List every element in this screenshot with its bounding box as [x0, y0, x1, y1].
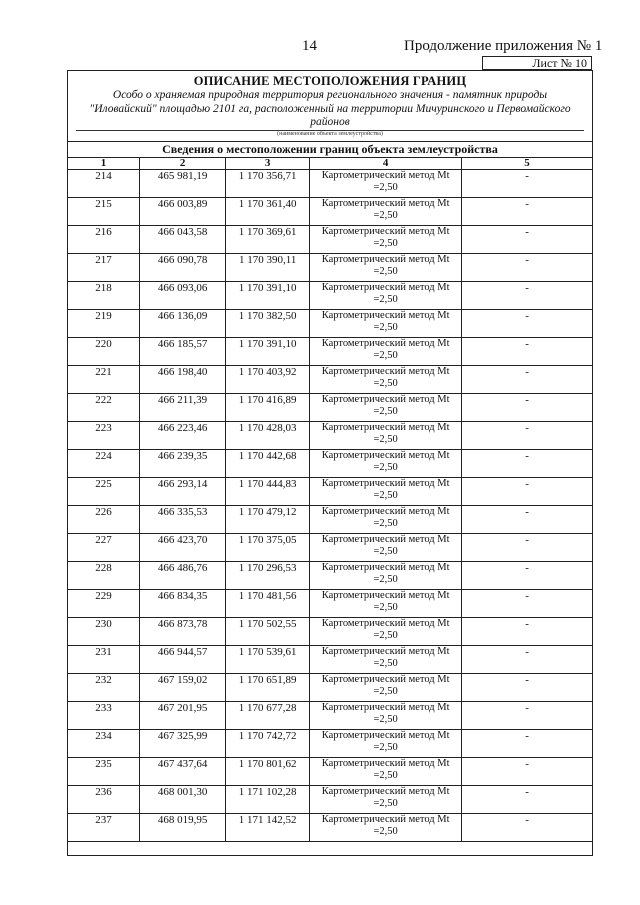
point-number-cell: 235 — [68, 758, 140, 786]
method-text: Картометрический метод Mt — [321, 394, 450, 405]
point-number-cell: 233 — [68, 702, 140, 730]
table-row — [68, 170, 593, 198]
accuracy-text: =2,50 — [373, 210, 398, 221]
table-row — [68, 646, 593, 674]
method-cell — [310, 338, 462, 366]
accuracy-text: =2,50 — [373, 406, 398, 417]
y-coordinate-cell: 1 170 651,89 — [226, 674, 310, 702]
x-coordinate-cell: 466 043,58 — [140, 226, 226, 254]
y-coordinate-cell: 1 170 390,11 — [226, 254, 310, 282]
accuracy-text: =2,50 — [373, 826, 398, 837]
y-coordinate-cell: 1 170 742,72 — [226, 730, 310, 758]
accuracy-text: =2,50 — [373, 686, 398, 697]
point-number-cell: 226 — [68, 506, 140, 534]
method-cell — [310, 814, 462, 842]
note-cell: - — [462, 282, 593, 310]
method-text: Картометрический метод Mt — [321, 730, 450, 741]
x-coordinate-cell: 466 834,35 — [140, 590, 226, 618]
table-row — [68, 534, 593, 562]
x-coordinate-cell: 466 090,78 — [140, 254, 226, 282]
method-text: Картометрический метод Mt — [321, 226, 450, 237]
note-cell: - — [462, 198, 593, 226]
table-row — [68, 282, 593, 310]
accuracy-text: =2,50 — [373, 378, 398, 389]
accuracy-text: =2,50 — [373, 630, 398, 641]
x-coordinate-cell: 466 239,35 — [140, 450, 226, 478]
x-coordinate-cell: 466 944,57 — [140, 646, 226, 674]
point-number-cell: 236 — [68, 786, 140, 814]
method-cell — [310, 478, 462, 506]
column-header: 4 — [310, 158, 462, 170]
y-coordinate-cell: 1 170 539,61 — [226, 646, 310, 674]
table-row — [68, 366, 593, 394]
note-cell: - — [462, 450, 593, 478]
x-coordinate-cell: 466 136,09 — [140, 310, 226, 338]
table-row — [68, 450, 593, 478]
accuracy-text: =2,50 — [373, 238, 398, 249]
note-cell: - — [462, 702, 593, 730]
accuracy-text: =2,50 — [373, 322, 398, 333]
note-cell: - — [462, 226, 593, 254]
method-text: Картометрический метод Mt — [321, 534, 450, 545]
accuracy-text: =2,50 — [373, 546, 398, 557]
method-text: Картометрический метод Mt — [321, 674, 450, 685]
document-subtitle — [76, 89, 584, 130]
document-title: ОПИСАНИЕ МЕСТОПОЛОЖЕНИЯ ГРАНИЦ — [193, 74, 467, 88]
method-text: Картометрический метод Mt — [321, 786, 450, 797]
point-number-cell: 231 — [68, 646, 140, 674]
method-cell — [310, 786, 462, 814]
table-row — [68, 814, 593, 842]
point-number-cell: 220 — [68, 338, 140, 366]
method-text: Картометрический метод Mt — [321, 422, 450, 433]
column-header: 5 — [462, 158, 593, 170]
x-coordinate-cell: 466 198,40 — [140, 366, 226, 394]
point-number-cell: 232 — [68, 674, 140, 702]
subtitle-line: "Иловайский" площадью 2101 га, расположенный на территории Мичуринского и Первомайского — [89, 102, 571, 115]
table-row — [68, 590, 593, 618]
method-cell — [310, 254, 462, 282]
point-number-cell: 223 — [68, 422, 140, 450]
section-heading: Сведения о местоположении границ объекта землеустройства — [68, 141, 592, 157]
note-cell: - — [462, 674, 593, 702]
x-coordinate-cell: 466 423,70 — [140, 534, 226, 562]
note-cell: - — [462, 254, 593, 282]
x-coordinate-cell: 466 185,57 — [140, 338, 226, 366]
y-coordinate-cell: 1 170 801,62 — [226, 758, 310, 786]
point-number-cell: 221 — [68, 366, 140, 394]
x-coordinate-cell: 467 159,02 — [140, 674, 226, 702]
point-number-cell: 222 — [68, 394, 140, 422]
table-row — [68, 758, 593, 786]
x-coordinate-cell: 466 003,89 — [140, 198, 226, 226]
method-cell — [310, 758, 462, 786]
table-row — [68, 618, 593, 646]
column-header: 2 — [140, 158, 226, 170]
point-number-cell: 230 — [68, 618, 140, 646]
point-number-cell: 214 — [68, 170, 140, 198]
method-text: Картометрический метод Mt — [321, 282, 450, 293]
method-cell — [310, 730, 462, 758]
note-cell: - — [462, 394, 593, 422]
accuracy-text: =2,50 — [373, 742, 398, 753]
note-cell: - — [462, 310, 593, 338]
accuracy-text: =2,50 — [373, 518, 398, 529]
object-name-caption: (наименование объекта землеустройства) — [277, 131, 383, 137]
y-coordinate-cell: 1 170 481,56 — [226, 590, 310, 618]
note-cell: - — [462, 562, 593, 590]
table-row — [68, 730, 593, 758]
note-cell: - — [462, 366, 593, 394]
table-row — [68, 226, 593, 254]
page-number: 14 — [302, 38, 317, 54]
y-coordinate-cell: 1 170 382,50 — [226, 310, 310, 338]
y-coordinate-cell: 1 170 375,05 — [226, 534, 310, 562]
y-coordinate-cell: 1 170 391,10 — [226, 338, 310, 366]
accuracy-text: =2,50 — [373, 490, 398, 501]
method-text: Картометрический метод Mt — [321, 450, 450, 461]
x-coordinate-cell: 467 325,99 — [140, 730, 226, 758]
method-cell — [310, 282, 462, 310]
method-cell — [310, 674, 462, 702]
point-number-cell: 215 — [68, 198, 140, 226]
note-cell: - — [462, 618, 593, 646]
method-cell — [310, 618, 462, 646]
y-coordinate-cell: 1 170 428,03 — [226, 422, 310, 450]
subtitle-line: районов — [310, 116, 350, 128]
table-row — [68, 506, 593, 534]
point-number-cell: 219 — [68, 310, 140, 338]
table-row — [68, 702, 593, 730]
accuracy-text: =2,50 — [373, 658, 398, 669]
x-coordinate-cell: 467 437,64 — [140, 758, 226, 786]
x-coordinate-cell: 467 201,95 — [140, 702, 226, 730]
note-cell: - — [462, 338, 593, 366]
y-coordinate-cell: 1 170 677,28 — [226, 702, 310, 730]
column-header: 1 — [68, 158, 140, 170]
y-coordinate-cell: 1 170 391,10 — [226, 282, 310, 310]
table-row — [68, 422, 593, 450]
note-cell: - — [462, 534, 593, 562]
method-cell — [310, 450, 462, 478]
table-row — [68, 310, 593, 338]
method-cell — [310, 534, 462, 562]
accuracy-text: =2,50 — [373, 462, 398, 473]
note-cell: - — [462, 170, 593, 198]
accuracy-text: =2,50 — [373, 350, 398, 361]
point-number-cell: 237 — [68, 814, 140, 842]
x-coordinate-cell: 466 486,76 — [140, 562, 226, 590]
table-row — [68, 198, 593, 226]
point-number-cell: 217 — [68, 254, 140, 282]
table-row — [68, 254, 593, 282]
table-row — [68, 786, 593, 814]
point-number-cell: 228 — [68, 562, 140, 590]
method-cell — [310, 198, 462, 226]
accuracy-text: =2,50 — [373, 574, 398, 585]
x-coordinate-cell: 466 335,53 — [140, 506, 226, 534]
y-coordinate-cell: 1 170 444,83 — [226, 478, 310, 506]
y-coordinate-cell: 1 170 442,68 — [226, 450, 310, 478]
column-header: 3 — [226, 158, 310, 170]
method-cell — [310, 170, 462, 198]
y-coordinate-cell: 1 170 416,89 — [226, 394, 310, 422]
method-cell — [310, 590, 462, 618]
y-coordinate-cell: 1 170 296,53 — [226, 562, 310, 590]
note-cell: - — [462, 590, 593, 618]
accuracy-text: =2,50 — [373, 770, 398, 781]
table-row — [68, 562, 593, 590]
accuracy-text: =2,50 — [373, 294, 398, 305]
point-number-cell: 234 — [68, 730, 140, 758]
method-text: Картометрический метод Mt — [321, 590, 450, 601]
point-number-cell: 216 — [68, 226, 140, 254]
point-number-cell: 225 — [68, 478, 140, 506]
appendix-continuation: Продолжение приложения № 1 — [404, 38, 603, 54]
table-row — [68, 338, 593, 366]
accuracy-text: =2,50 — [373, 798, 398, 809]
note-cell: - — [462, 646, 593, 674]
method-cell — [310, 310, 462, 338]
x-coordinate-cell: 466 293,14 — [140, 478, 226, 506]
y-coordinate-cell: 1 170 356,71 — [226, 170, 310, 198]
coordinates-table — [67, 157, 593, 842]
accuracy-text: =2,50 — [373, 602, 398, 613]
method-text: Картометрический метод Mt — [321, 338, 450, 349]
y-coordinate-cell: 1 170 403,92 — [226, 366, 310, 394]
x-coordinate-cell: 466 211,39 — [140, 394, 226, 422]
note-cell: - — [462, 758, 593, 786]
y-coordinate-cell: 1 170 369,61 — [226, 226, 310, 254]
method-cell — [310, 702, 462, 730]
table-row — [68, 394, 593, 422]
y-coordinate-cell: 1 170 479,12 — [226, 506, 310, 534]
point-number-cell: 224 — [68, 450, 140, 478]
method-text: Картометрический метод Mt — [321, 646, 450, 657]
method-text: Картометрический метод Mt — [321, 478, 450, 489]
accuracy-text: =2,50 — [373, 182, 398, 193]
method-text: Картометрический метод Mt — [321, 254, 450, 265]
method-cell — [310, 646, 462, 674]
y-coordinate-cell: 1 170 502,55 — [226, 618, 310, 646]
note-cell: - — [462, 814, 593, 842]
method-text: Картометрический метод Mt — [321, 170, 450, 181]
note-cell: - — [462, 422, 593, 450]
x-coordinate-cell: 465 981,19 — [140, 170, 226, 198]
method-text: Картометрический метод Mt — [321, 198, 450, 209]
x-coordinate-cell: 466 093,06 — [140, 282, 226, 310]
subtitle-line: Особо о храняемая природная территория регионального значения - памятник природы — [112, 89, 548, 101]
table-row — [68, 478, 593, 506]
table-header-row — [68, 158, 593, 170]
method-text: Картометрический метод Mt — [321, 366, 450, 377]
document-frame — [67, 70, 593, 856]
x-coordinate-cell: 468 001,30 — [140, 786, 226, 814]
method-cell — [310, 562, 462, 590]
note-cell: - — [462, 478, 593, 506]
x-coordinate-cell: 468 019,95 — [140, 814, 226, 842]
x-coordinate-cell: 466 223,46 — [140, 422, 226, 450]
method-text: Картометрический метод Mt — [321, 758, 450, 769]
method-text: Картометрический метод Mt — [321, 702, 450, 713]
y-coordinate-cell: 1 171 102,28 — [226, 786, 310, 814]
method-text: Картометрический метод Mt — [321, 310, 450, 321]
accuracy-text: =2,50 — [373, 266, 398, 277]
point-number-cell: 227 — [68, 534, 140, 562]
point-number-cell: 218 — [68, 282, 140, 310]
method-text: Картометрический метод Mt — [321, 506, 450, 517]
method-text: Картометрический метод Mt — [321, 814, 450, 825]
method-cell — [310, 366, 462, 394]
y-coordinate-cell: 1 170 361,40 — [226, 198, 310, 226]
method-cell — [310, 506, 462, 534]
method-cell — [310, 422, 462, 450]
method-text: Картометрический метод Mt — [321, 562, 450, 573]
note-cell: - — [462, 506, 593, 534]
method-text: Картометрический метод Mt — [321, 618, 450, 629]
note-cell: - — [462, 730, 593, 758]
table-row — [68, 674, 593, 702]
x-coordinate-cell: 466 873,78 — [140, 618, 226, 646]
accuracy-text: =2,50 — [373, 434, 398, 445]
point-number-cell: 229 — [68, 590, 140, 618]
accuracy-text: =2,50 — [373, 714, 398, 725]
y-coordinate-cell: 1 171 142,52 — [226, 814, 310, 842]
method-cell — [310, 394, 462, 422]
method-cell — [310, 226, 462, 254]
sheet-number: Лист № 10 — [482, 56, 592, 70]
note-cell: - — [462, 786, 593, 814]
